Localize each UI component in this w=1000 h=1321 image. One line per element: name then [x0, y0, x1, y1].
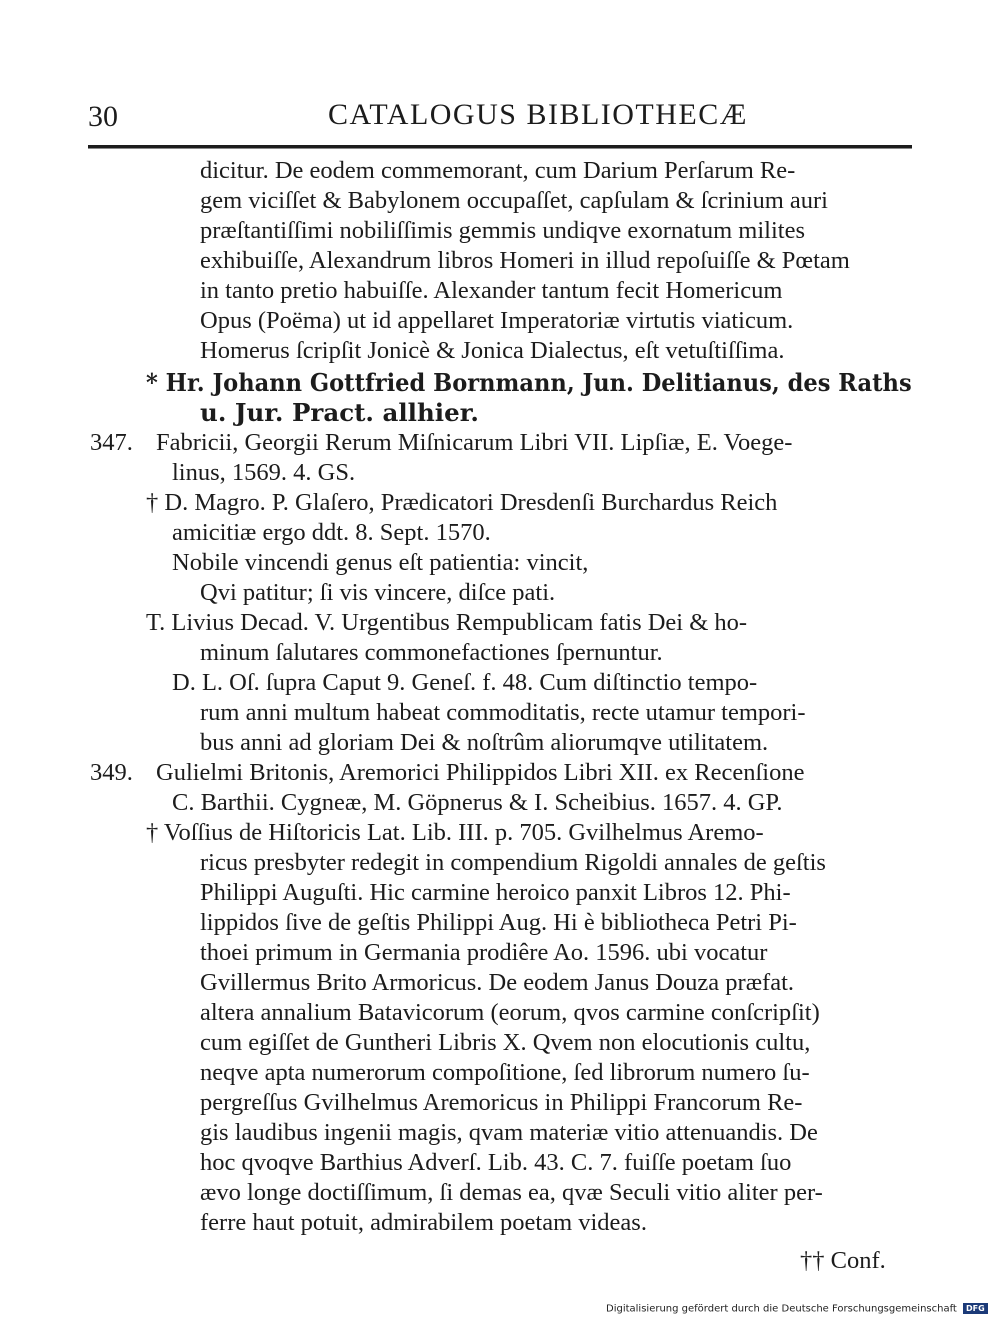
text-line: ævo longe doctiſſimum, ſi demas ea, qvæ Seculi vitio aliter per- — [200, 1179, 823, 1206]
text-line: † D. Magro. P. Glaſero, Prædicatori Dresdenſi Burchardus Reich — [146, 489, 778, 516]
digitization-credit — [606, 1303, 988, 1315]
text-line: ferre haut potuit, admirabilem poetam videas. — [200, 1209, 647, 1236]
text-line: Qvi patitur; ſi vis vincere, diſce pati. — [200, 579, 556, 606]
text-line: † Voſſius de Hiſtoricis Lat. Lib. III. p. 705. Gvilhelmus Aremo- — [146, 819, 764, 846]
text-line: altera annalium Batavicorum (eorum, qvos carmine conſcripſit) — [200, 999, 820, 1026]
page-number: 30 — [88, 100, 118, 133]
catchword: †† Conf. — [800, 1247, 886, 1274]
text-line: Gulielmi Britonis, Aremorici Philippidos Libri XII. ex Recenſione — [156, 759, 805, 786]
text-line: Opus (Poëma) ut id appellaret Imperatoriæ virtutis viaticum. — [200, 307, 794, 334]
entry-number: 349. — [90, 759, 133, 786]
text-line: amicitiæ ergo ddt. 8. Sept. 1570. — [172, 519, 491, 546]
text-line: D. L. Oſ. ſupra Caput 9. Geneſ. f. 48. Cum diſtinctio tempo- — [172, 669, 758, 696]
entry-number: 347. — [90, 429, 133, 456]
text-line: linus, 1569. 4. GS. — [172, 459, 356, 486]
text-line: minum ſalutares commonefactiones ſpernuntur. — [200, 639, 663, 666]
text-line: cum egiſſet de Guntheri Libris X. Qvem non elocutionis cultu, — [200, 1029, 811, 1056]
text-line: in tanto pretio habuiſſe. Alexander tantum fecit Homericum — [200, 277, 783, 304]
dfg-logo: DFG — [963, 1303, 988, 1314]
text-line: neqve apta numerorum compoſitione, ſed librorum numero ſu- — [200, 1059, 810, 1086]
owner-note-line: u. Jur. Pract. allhier. — [200, 398, 479, 427]
owner-note-line: * Hr. Johann Gottfried Bornmann, Jun. Delitianus, des Raths — [146, 368, 912, 397]
text-line: bus anni ad gloriam Dei & noſtrûm aliorumqve utilitatem. — [200, 729, 769, 756]
text-line: C. Barthii. Cygneæ, M. Göpnerus & I. Scheibius. 1657. 4. GP. — [172, 789, 783, 816]
credit-text: Digitalisierung gefördert durch die Deutsche Forschungsgemeinschaft — [606, 1303, 957, 1315]
text-line: pergreſſus Gvilhelmus Aremoricus in Philippi Francorum Re- — [200, 1089, 803, 1116]
text-line: Philippi Auguſti. Hic carmine heroico panxit Libros 12. Phi- — [200, 879, 791, 906]
text-line: dicitur. De eodem commemorant, cum Darium Perſarum Re- — [200, 157, 796, 184]
text-line: thoei primum in Germania prodiêre Ao. 1596. ubi vocatur — [200, 939, 768, 966]
text-line: lippidos ſive de geſtis Philippi Aug. Hi è bibliotheca Petri Pi- — [200, 909, 797, 936]
running-title: CATALOGUS BIBLIOTHECÆ — [328, 98, 748, 131]
text-line: Fabricii, Georgii Rerum Miſnicarum Libri VII. Lipſiæ, E. Voege- — [156, 429, 793, 456]
text-line: præſtantiſſimi nobiliſſimis gemmis undiqve exornatum milites — [200, 217, 805, 244]
text-line: T. Livius Decad. V. Urgentibus Rempublicam fatis Dei & ho- — [146, 609, 748, 636]
text-line: ricus presbyter redegit in compendium Rigoldi annales de geſtis — [200, 849, 826, 876]
text-line: rum anni multum habeat commoditatis, recte utamur tempori- — [200, 699, 806, 726]
text-line: gem viciſſet & Babylonem occupaſſet, capſulam & ſcrinium auri — [200, 187, 828, 214]
text-line: Nobile vincendi genus eſt patientia: vincit, — [172, 549, 589, 576]
text-line: gis laudibus ingenii magis, qvam materiæ vitio attenuandis. De — [200, 1119, 818, 1146]
text-line: hoc qvoqve Barthius Adverſ. Lib. 43. C. 7. fuiſſe poetam ſuo — [200, 1149, 792, 1176]
text-line: Gvillermus Brito Armoricus. De eodem Janus Douza præfat. — [200, 969, 795, 996]
text-line: exhibuiſſe, Alexandrum libros Homeri in illud repoſuiſſe & Pœtam — [200, 247, 850, 274]
header-rule — [88, 145, 912, 149]
text-line: Homerus ſcripſit Jonicè & Jonica Dialectus, eſt vetuſtiſſima. — [200, 337, 785, 364]
